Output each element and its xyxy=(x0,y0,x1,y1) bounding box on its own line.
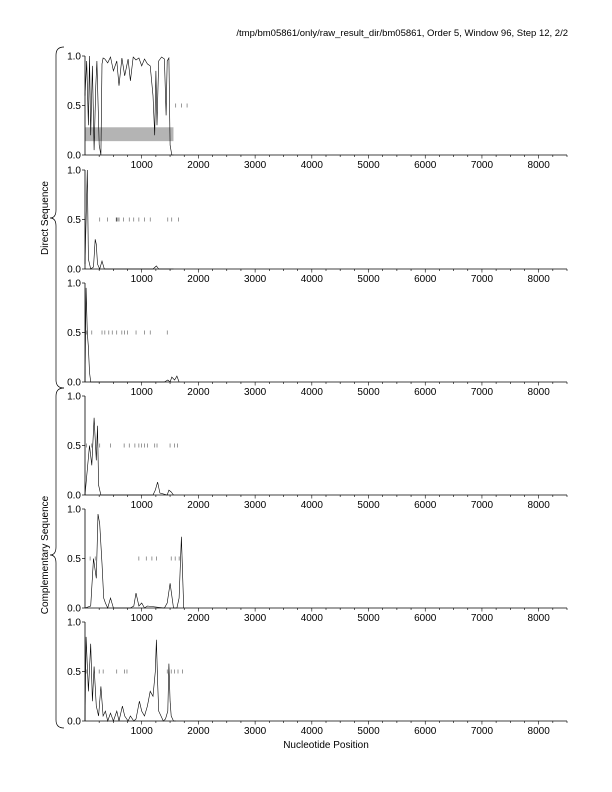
x-tick-label: 4000 xyxy=(300,613,323,624)
y-tick-label: 1.0 xyxy=(67,617,81,629)
x-tick-label: 3000 xyxy=(243,500,267,511)
x-tick-label: 3000 xyxy=(243,274,267,285)
x-tick-label: 1000 xyxy=(130,613,153,624)
x-tick-label: 2000 xyxy=(187,274,210,285)
x-tick-label: 4000 xyxy=(300,726,323,737)
x-tick-label: 8000 xyxy=(527,274,550,285)
x-tick-label: 2000 xyxy=(187,613,210,624)
x-tick-label: 6000 xyxy=(414,274,437,285)
x-tick-label: 1000 xyxy=(130,387,153,398)
x-tick-label: 6000 xyxy=(414,726,437,737)
x-tick-label: 5000 xyxy=(357,387,380,398)
x-tick-label: 4000 xyxy=(300,500,323,511)
y-tick-label: 1.0 xyxy=(67,504,81,516)
y-tick-label: 0.0 xyxy=(67,150,81,162)
x-tick-label: 2000 xyxy=(187,726,210,737)
x-tick-label: 4000 xyxy=(300,387,323,398)
complementary-sequence-brace xyxy=(50,388,64,728)
x-tick-label: 6000 xyxy=(414,613,437,624)
y-tick-label: 0.5 xyxy=(67,328,81,339)
x-tick-label: 7000 xyxy=(470,500,494,511)
y-tick-label: 0.5 xyxy=(67,101,81,112)
x-tick-label: 7000 xyxy=(470,726,494,737)
direct-sequence-label: Direct Sequence xyxy=(40,181,51,255)
x-tick-label: 6000 xyxy=(414,160,437,171)
complementary-sequence-label: Complementary Sequence xyxy=(40,495,51,615)
series-line xyxy=(85,418,174,495)
x-tick-label: 5000 xyxy=(357,613,380,624)
y-tick-label: 0.0 xyxy=(67,490,81,502)
y-tick-label: 0.0 xyxy=(67,264,81,276)
panel-5 xyxy=(67,505,567,625)
x-tick-label: 7000 xyxy=(470,160,494,171)
x-tick-label: 2000 xyxy=(187,500,210,511)
x-tick-label: 7000 xyxy=(470,274,494,285)
panel-6 xyxy=(67,618,567,738)
x-tick-label: 4000 xyxy=(300,160,323,171)
gray-band xyxy=(85,127,173,141)
panel-3 xyxy=(67,279,567,399)
panels-group xyxy=(67,52,567,738)
y-tick-label: 0.0 xyxy=(67,603,81,615)
x-tick-label: 7000 xyxy=(470,387,494,398)
x-tick-label: 5000 xyxy=(357,500,380,511)
x-tick-label: 3000 xyxy=(243,726,267,737)
y-tick-label: 0.5 xyxy=(67,554,81,565)
x-tick-label: 1000 xyxy=(130,500,153,511)
direct-sequence-brace xyxy=(50,47,64,388)
series-line xyxy=(85,637,176,721)
panel-2 xyxy=(67,166,567,286)
x-tick-label: 8000 xyxy=(527,387,550,398)
x-tick-label: 5000 xyxy=(357,726,380,737)
x-tick-label: 5000 xyxy=(357,274,380,285)
x-tick-label: 5000 xyxy=(357,160,380,171)
x-tick-label: 2000 xyxy=(187,160,210,171)
y-tick-label: 0.0 xyxy=(67,377,81,389)
y-tick-label: 0.5 xyxy=(67,667,81,678)
x-tick-label: 6000 xyxy=(414,500,437,511)
figure-title: /tmp/bm05861/only/raw_result_dir/bm05861, Order 5, Window 96, Step 12, 2/2 xyxy=(236,28,568,39)
x-tick-label: 6000 xyxy=(414,387,437,398)
y-tick-label: 1.0 xyxy=(67,391,81,403)
x-tick-label: 7000 xyxy=(470,613,494,624)
y-tick-label: 0.5 xyxy=(67,441,81,452)
x-tick-label: 8000 xyxy=(527,160,550,171)
y-tick-label: 1.0 xyxy=(67,278,81,290)
x-tick-label: 8000 xyxy=(527,500,550,511)
x-tick-label: 3000 xyxy=(243,160,267,171)
x-tick-label: 3000 xyxy=(243,613,267,624)
y-tick-label: 1.0 xyxy=(67,165,81,177)
x-tick-label: 4000 xyxy=(300,274,323,285)
panel-1 xyxy=(67,52,567,172)
panel-4 xyxy=(67,392,567,512)
x-tick-label: 1000 xyxy=(130,274,153,285)
y-tick-label: 0.5 xyxy=(67,215,81,226)
x-axis-label: Nucleotide Position xyxy=(283,740,369,751)
y-tick-label: 1.0 xyxy=(67,51,81,63)
x-tick-label: 3000 xyxy=(243,387,267,398)
x-tick-label: 1000 xyxy=(130,160,153,171)
y-tick-label: 0.0 xyxy=(67,716,81,728)
x-tick-label: 2000 xyxy=(187,387,210,398)
x-tick-label: 8000 xyxy=(527,726,550,737)
series-line xyxy=(85,514,184,608)
x-tick-label: 8000 xyxy=(527,613,550,624)
series-line xyxy=(85,288,179,382)
x-tick-label: 1000 xyxy=(130,726,153,737)
